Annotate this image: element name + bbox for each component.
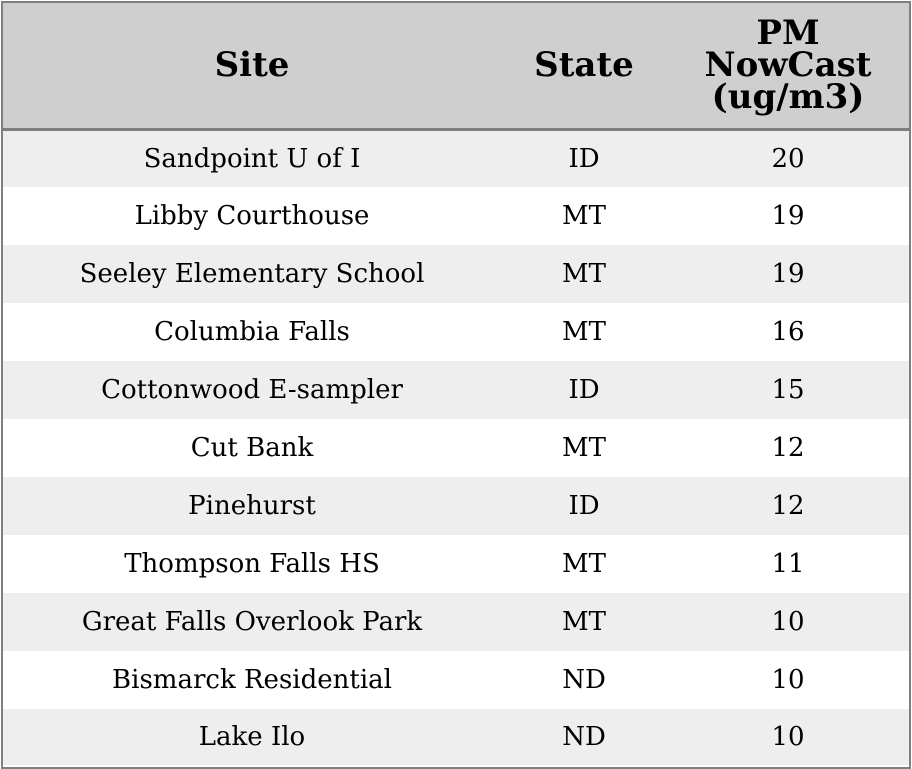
cell-state: ID — [568, 491, 600, 521]
header-pm-line3: (ug/m3) — [711, 77, 865, 118]
cell-pm: 20 — [771, 143, 805, 174]
header-state: State — [501, 3, 667, 129]
cell-state: MT — [562, 607, 606, 637]
cell-state: MT — [562, 259, 606, 289]
cell-site: Pinehurst — [188, 491, 316, 521]
cell-pm: 10 — [771, 607, 805, 637]
table-row — [3, 593, 909, 651]
cell-pm: 11 — [771, 549, 805, 579]
table-row — [3, 129, 909, 187]
cell-pm: 19 — [771, 201, 805, 231]
cell-pm: 16 — [771, 317, 805, 347]
pm-nowcast-table — [3, 3, 909, 765]
table-row — [3, 187, 909, 245]
cell-state: ND — [562, 722, 606, 752]
cell-pm: 15 — [771, 375, 805, 405]
cell-site: Sandpoint U of I — [143, 143, 361, 174]
cell-state: ID — [568, 143, 600, 174]
cell-site: Great Falls Overlook Park — [81, 607, 423, 637]
table-row — [3, 651, 909, 709]
cell-site: Cut Bank — [190, 433, 314, 463]
cell-site: Cottonwood E-sampler — [101, 375, 403, 405]
table-row — [3, 245, 909, 303]
cell-state: MT — [562, 201, 606, 231]
table-header — [3, 3, 909, 129]
table-row — [3, 709, 909, 765]
table-row — [3, 361, 909, 419]
cell-site: Bismarck Residential — [112, 665, 392, 695]
header-row — [3, 3, 909, 129]
cell-site: Seeley Elementary School — [79, 259, 425, 289]
header-site: Site — [3, 3, 501, 129]
table-row — [3, 535, 909, 593]
cell-state: MT — [562, 549, 606, 579]
cell-state: ID — [568, 375, 600, 405]
cell-pm: 12 — [771, 491, 805, 521]
table-row — [3, 303, 909, 361]
header-pm-line1: PM — [756, 13, 820, 54]
cell-pm: 19 — [771, 259, 805, 289]
cell-state: ND — [562, 665, 606, 695]
table-row — [3, 477, 909, 535]
pm-nowcast-table-container — [1, 1, 911, 769]
cell-state: MT — [562, 317, 606, 347]
header-pm-line2: NowCast — [704, 45, 872, 86]
cell-site: Lake Ilo — [198, 722, 306, 752]
cell-site: Libby Courthouse — [134, 201, 370, 231]
cell-state: MT — [562, 433, 606, 463]
cell-pm: 12 — [771, 433, 805, 463]
cell-site: Thompson Falls HS — [124, 549, 380, 579]
header-pm-nowcast — [667, 3, 909, 129]
cell-pm: 10 — [771, 665, 805, 695]
table-row — [3, 419, 909, 477]
table-body — [3, 129, 909, 765]
cell-site: Columbia Falls — [154, 317, 350, 347]
cell-pm: 10 — [771, 722, 805, 752]
